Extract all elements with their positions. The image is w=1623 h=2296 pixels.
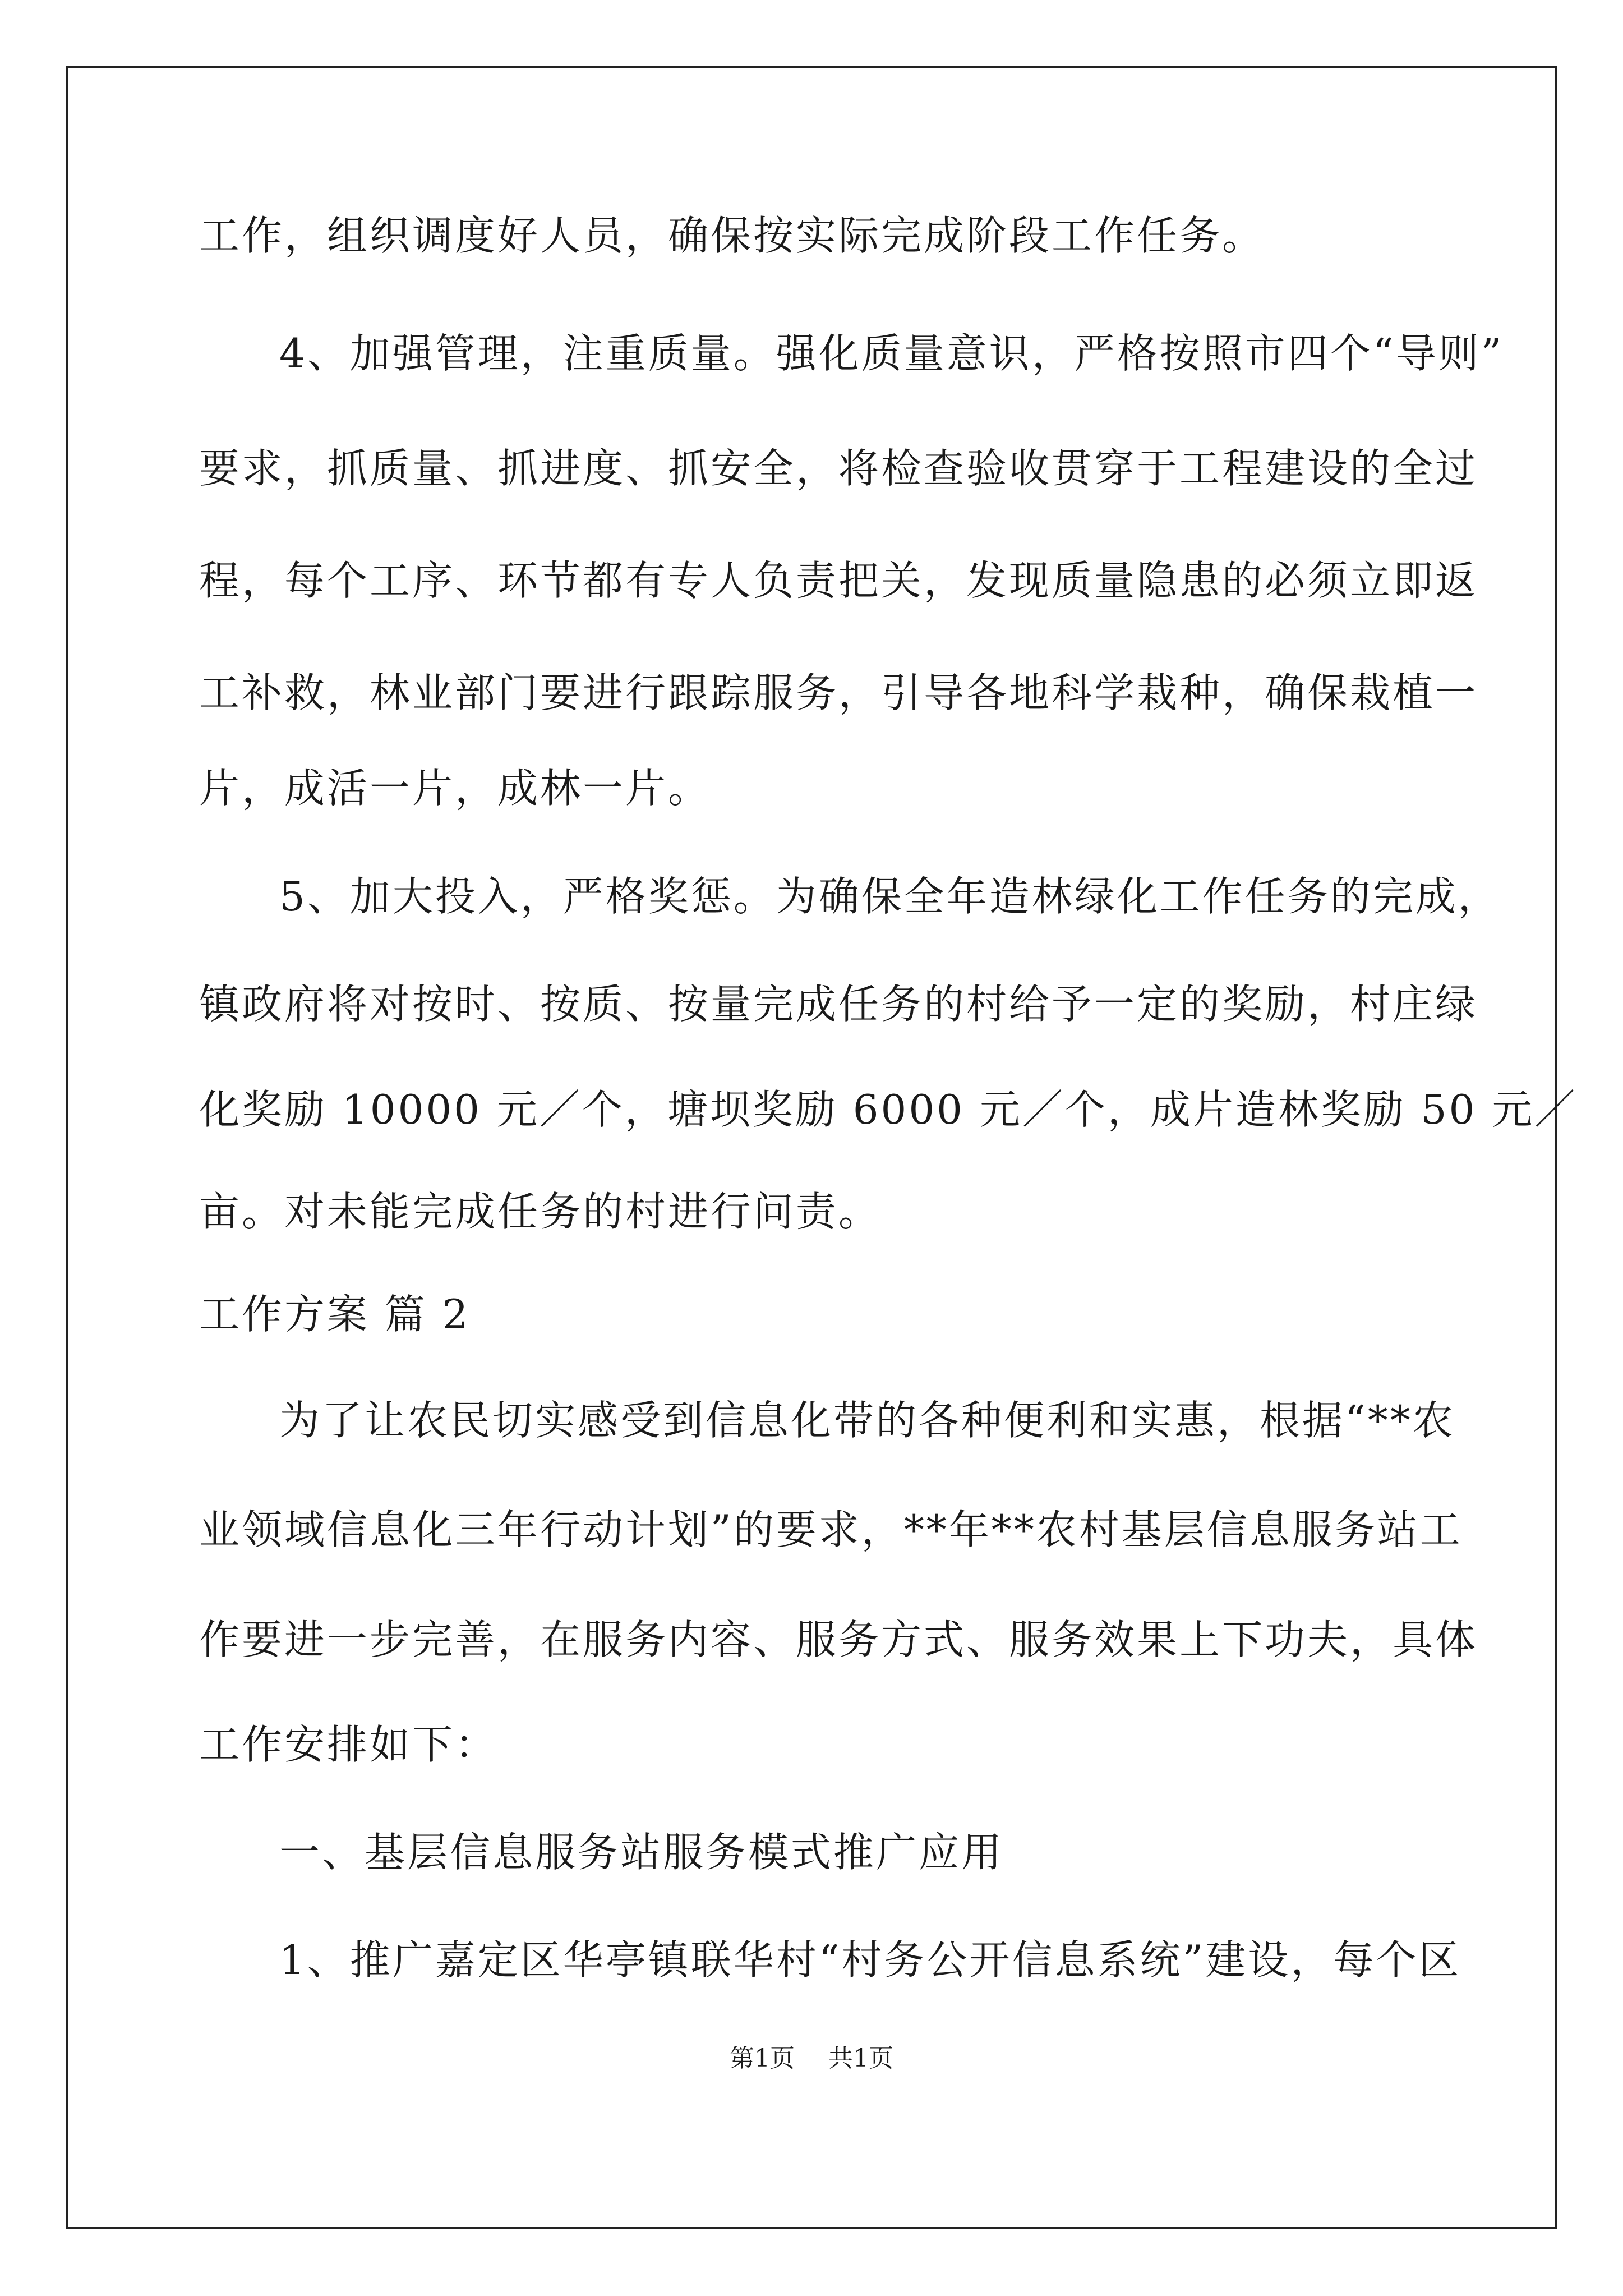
- text-line-5: 工补救，林业部门要进行跟踪服务，引导各地科学栽种，确保栽植一: [199, 669, 1478, 716]
- text-line-13: 业领域信息化三年行动计划”的要求，**年**农村基层信息服务站工: [199, 1506, 1463, 1553]
- page-number: 第1页: [730, 2044, 795, 2073]
- text-line-1: 工作，组织调度好人员，确保按实际完成阶段工作任务。: [199, 212, 1265, 259]
- text-line-12: 为了让农民切实感受到信息化带的各种便利和实惠，根据“**农: [279, 1397, 1455, 1444]
- text-line-7: 5、加大投入，严格奖惩。为确保全年造林绿化工作任务的完成，: [279, 873, 1501, 920]
- page-total: 共1页: [828, 2044, 893, 2073]
- text-line-15: 工作安排如下：: [199, 1721, 498, 1768]
- text-line-6: 片，成活一片，成林一片。: [199, 765, 711, 812]
- text-line-2: 4、加强管理，注重质量。强化质量意识，严格按照市四个“导则”: [279, 330, 1504, 377]
- section-heading: 工作方案 篇 2: [199, 1291, 471, 1338]
- text-line-8: 镇政府将对按时、按质、按量完成任务的村给予一定的奖励，村庄绿: [199, 981, 1478, 1028]
- page-border: [66, 66, 1557, 2229]
- text-line-10: 亩。对未能完成任务的村进行问责。: [199, 1188, 882, 1235]
- text-line-3: 要求，抓质量、抓进度、抓安全，将检查验收贯穿于工程建设的全过: [199, 445, 1478, 492]
- text-line-4: 程，每个工序、环节都有专人负责把关，发现质量隐患的必须立即返: [199, 557, 1478, 604]
- text-line-9: 化奖励 10000 元／个，塘坝奖励 6000 元／个，成片造林奖励 50 元／: [199, 1086, 1578, 1133]
- text-line-14: 作要进一步完善，在服务内容、服务方式、服务效果上下功夫，具体: [199, 1616, 1478, 1663]
- subsection-heading: 一、基层信息服务站服务模式推广应用: [279, 1829, 1004, 1876]
- text-line-17: 1、推广嘉定区华亭镇联华村“村务公开信息系统”建设，每个区: [279, 1936, 1461, 1984]
- page-footer: [0, 2042, 1623, 2076]
